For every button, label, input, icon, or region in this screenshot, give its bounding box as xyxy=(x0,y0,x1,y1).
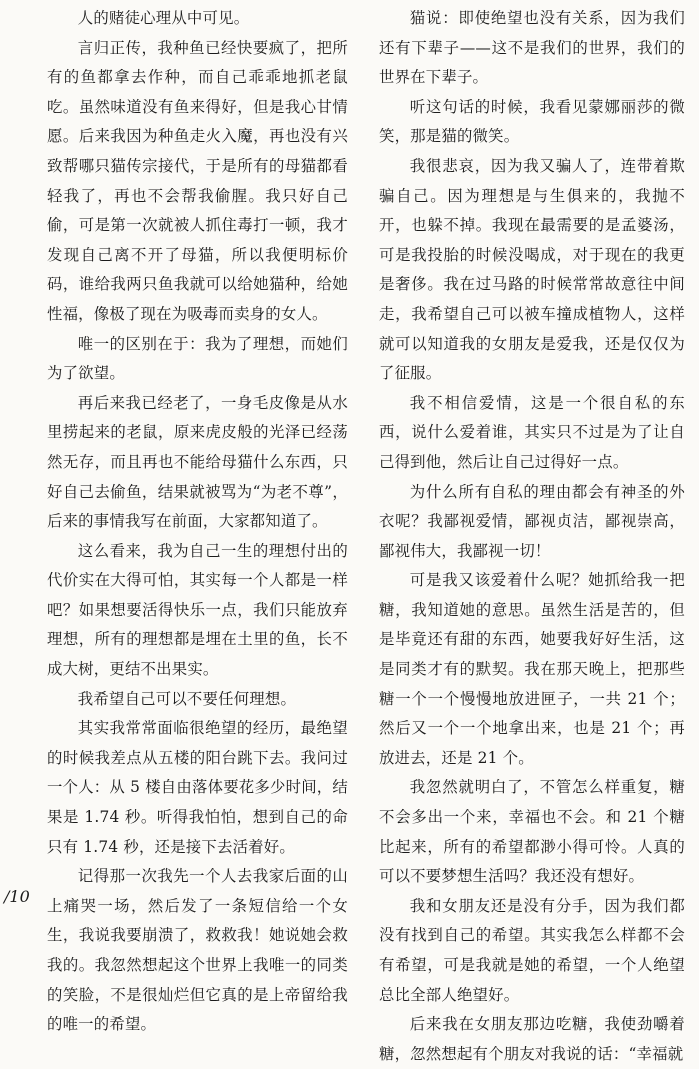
paragraph: 猫说：即使绝望也没有关系，因为我们还有下辈子——这不是我们的世界，我们的世界在下辈子。 xyxy=(379,9,685,87)
left-column xyxy=(47,4,348,1040)
paragraph: 其实我常常面临很绝望的经历，最绝望的时候我差点从五楼的阳台跳下去。我问过一个人：从 5 楼自由落体要花多少时间，结果是 1.74 秒。听得我怕怕，想到自己的命只有 1.74 秒，还是接下去活着好。 xyxy=(47,719,348,856)
paragraph: 再后来我已经老了，一身毛皮像是从水里捞起来的老鼠，原来虎皮般的光泽已经荡然无存，而且再也不能给母猫什么东西，只好自己去偷鱼，结果就被骂为“为老不尊”，后来的事情我写在前面，大家都知道了。 xyxy=(47,393,348,531)
paragraph: 听这句话的时候，我看见蒙娜丽莎的微笑，那是猫的微笑。 xyxy=(379,97,685,146)
paragraph: 为什么所有自私的理由都会有神圣的外衣呢？我鄙视爱情，鄙视贞洁，鄙视崇高，鄙视伟大，我鄙视一切！ xyxy=(379,482,685,560)
paragraph: 这么看来，我为自己一生的理想付出的代价实在大得可怕，其实每一个人都是一样吧？如果想要活得快乐一点，我们只能放弃理想，所有的理想都是埋在土里的鱼，长不成大树，更结不出果实。 xyxy=(47,541,348,679)
paragraph: 言归正传，我种鱼已经快要疯了，把所有的鱼都拿去作种，而自己乖乖地抓老鼠吃。虽然味道没有鱼来得好，但是我心甘情愿。后来我因为种鱼走火入魔，再也没有兴致帮哪只猫传宗接代，于是所有的母猫都看轻我了，再也不会帮我偷腥。我只好自己偷，可是第一次就被人抓住毒打一顿，我才发现自己离不开了母猫，所以我便明标价码，谁给我两只鱼我就可以给她猫种，给她性福，像极了现在为吸毒而卖身的女人。 xyxy=(47,38,348,323)
page-number: /10 xyxy=(4,887,30,906)
paragraph: 我忽然就明白了，不管怎么样重复，糖不会多出一个来，幸福也不会。和 21 个糖比起来，所有的希望都渺小得可怜。人真的可以不要梦想生活吗？我还没有想好。 xyxy=(379,778,685,886)
paragraph: 唯一的区别在于：我为了理想，而她们为了欲望。 xyxy=(47,334,348,383)
paragraph: 我希望自己可以不要任何理想。 xyxy=(77,689,297,708)
paragraph: 我和女朋友还是没有分手，因为我们都没有找到自己的希望。其实我怎么样都不会有希望，可是我就是她的希望，一个人绝望总比全部人绝望好。 xyxy=(379,896,685,1004)
paragraph: 记得那一次我先一个人去我家后面的山上痛哭一场，然后发了一条短信给一个女生，我说我要崩溃了，救救我！她说她会救我的。我忽然想起这个世界上我唯一的同类的笑脸，不是很灿烂但它真的是上帝留给我的唯一的希望。 xyxy=(47,867,348,1034)
paragraph: 我不相信爱情，这是一个很自私的东西，说什么爱着谁，其实只不过是为了让自己得到他，然后让自己过得好一点。 xyxy=(379,393,685,471)
paragraph: 后来我在女朋友那边吃糖，我使劲嚼着糖，忽然想起有个朋友对我说的话：“幸福就 xyxy=(379,1015,685,1063)
paragraph: 可是我又该爱着什么呢？她抓给我一把糖，我知道她的意思。虽然生活是苦的，但是毕竟还有甜的东西，她要我好好生活，这是同类才有的默契。我在那天晚上，把那些糖一个一个慢慢地放进匣子，一共 21 个；然后又一个一个地拿出来，也是 21 个；再放进去，还是 21 个。 xyxy=(379,571,685,767)
paragraph: 我很悲哀，因为我又骗人了，连带着欺骗自己。因为理想是与生俱来的，我抛不开，也躲不掉。我现在最需要的是孟婆汤，可是我投胎的时候没喝成，对于现在的我更是奢侈。我在过马路的时候常常故意往中间走，我希望自己可以被车撞成植物人，这样就可以知道我的女朋友是爱我，还是仅仅为了征服。 xyxy=(379,156,685,383)
right-column xyxy=(379,4,685,1069)
paragraph: 人的赌徒心理从中可见。 xyxy=(77,9,250,27)
